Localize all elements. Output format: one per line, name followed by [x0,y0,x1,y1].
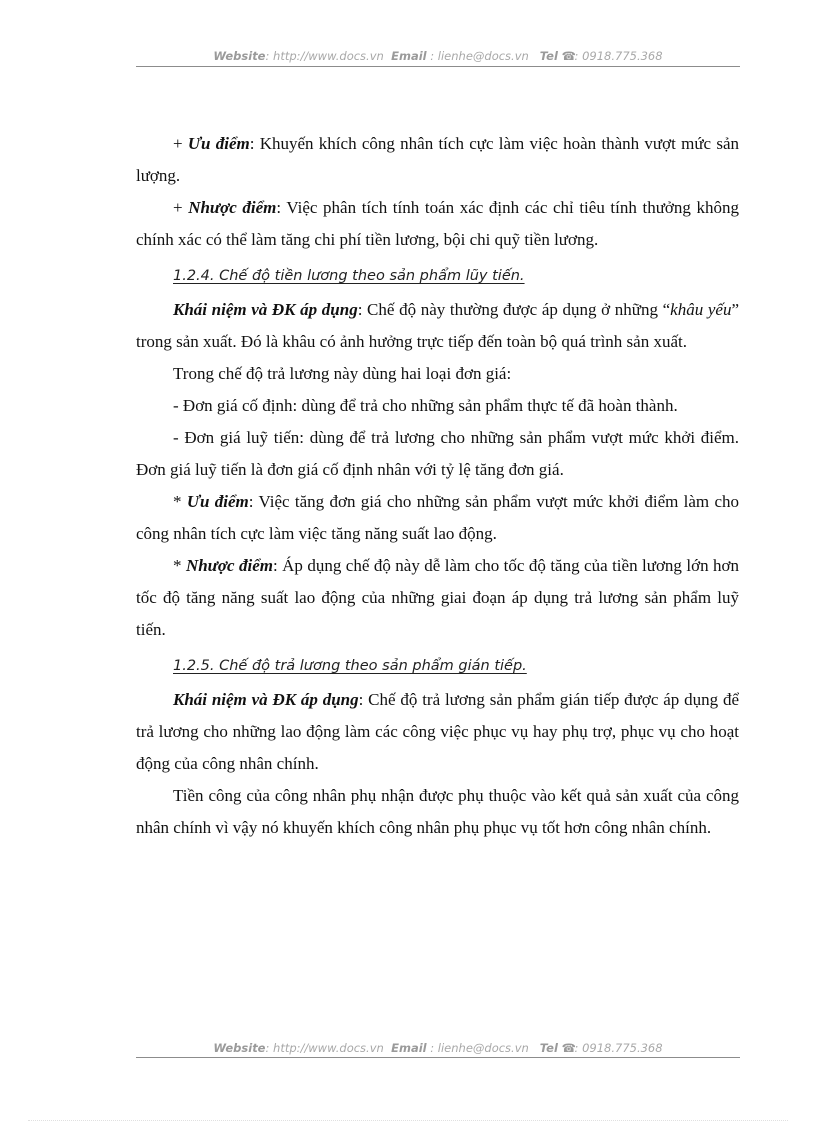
page-footer [136,1040,740,1056]
paragraph-fixed-rate: - Đơn giá cố định: dùng để trả cho những sản phẩm thực tế đã hoàn thành. [173,396,678,415]
paragraph-progressive-rate: - Đơn giá luỹ tiến: dùng để trả lương cho những sản phẩm vượt mức khởi điểm. Đơn giá luỹ tiến là đơn giá cố định nhân với tỷ lệ tăng đơn giá. [136,428,739,479]
text-concept-b: ” trong sản xuất. Đó là khâu có ảnh hưởng trực tiếp đến toàn bộ quá trình sản xuất. [136,300,739,351]
label-concept: Khái niệm và ĐK áp dụng [173,690,359,709]
bullet-star: * [173,556,186,575]
footer-website-label: Website [213,1041,266,1055]
paragraph-concept-indirect [136,684,739,780]
paragraph-disadvantage [136,192,739,256]
header-tel-label: Tel [539,49,558,63]
label-advantage: Ưu điểm [186,492,249,511]
footer-email-label: Email [391,1041,427,1055]
text-concept-a: : Chế độ này thường được áp dụng ở những “ [357,300,671,319]
text-concept-indirect: : Chế độ trả lương sản phẩm gián tiếp được áp dụng để trả lương cho những lao động làm các công việc phục vụ hay phụ trợ, phục vụ cho hoạt động của công nhân chính. [136,690,739,773]
paragraph-advantage [136,128,739,192]
paragraph-progressive-advantage [136,486,739,550]
label-disadvantage: Nhược điểm [185,556,273,575]
header-email-label: Email [391,49,427,63]
telephone-icon: ☎ [561,49,576,63]
page-body [136,128,739,844]
header-website-value: : http://www.docs.vn [265,49,384,63]
paragraph-progressive-disadvantage [136,550,739,646]
label-disadvantage: Nhược điểm [188,198,277,217]
paragraph-auxiliary-wage: Tiền công của công nhân phụ nhận được phụ thuộc vào kết quả sản xuất của công nhân chính vì vậy nó khuyến khích công nhân phụ phục vụ tốt hơn công nhân chính. [136,786,739,837]
text-disadvantage: : Việc phân tích tính toán xác định các chỉ tiêu tính thưởng không chính xác có thể làm tăng chi phí tiền lương, bội chi quỹ tiền lương. [136,198,739,249]
text-progressive-disadvantage: : Áp dụng chế độ này dễ làm cho tốc độ tăng của tiền lương lớn hơn tốc độ tăng năng suất lao động của những giai đoạn áp dụng trả lương sản phẩm luỹ tiến. [136,556,740,639]
footer-website-value: : http://www.docs.vn [265,1041,384,1055]
text-advantage: : Khuyến khích công nhân tích cực làm việc hoàn thành vượt mức sản lượng. [136,134,739,185]
header-tel-value: : 0918.775.368 [574,49,663,63]
page-bottom-divider [28,1120,788,1121]
bullet-plus: + [173,198,189,217]
footer-rule [136,1057,740,1058]
section-heading-1-2-4: 1.2.4. Chế độ tiền lương theo sản phẩm lũy tiến. [173,268,525,284]
paragraph-concept-progressive [136,294,739,358]
footer-tel-label: Tel [539,1041,558,1055]
bullet-star: * [173,492,187,511]
paragraph-two-rates: Trong chế độ trả lương này dùng hai loại đơn giá: [173,364,512,383]
label-concept: Khái niệm và ĐK áp dụng [173,300,358,319]
bullet-plus: + [173,134,188,153]
page-header [136,48,740,64]
footer-tel-value: : 0918.775.368 [574,1041,663,1055]
label-advantage: Ưu điểm [187,134,250,153]
section-heading-1-2-5: 1.2.5. Chế độ trả lương theo sản phẩm gián tiếp. [173,658,527,674]
header-website-label: Website [213,49,266,63]
text-progressive-advantage: : Việc tăng đơn giá cho những sản phẩm vượt mức khởi điểm làm cho công nhân tích cực làm việc tăng năng suất lao động. [136,492,740,543]
text-concept-italic: khâu yếu [670,300,732,319]
header-rule [136,66,740,67]
footer-email-value: : lienhe@docs.vn [430,1041,529,1055]
telephone-icon: ☎ [561,1041,576,1055]
header-email-value: : lienhe@docs.vn [430,49,529,63]
